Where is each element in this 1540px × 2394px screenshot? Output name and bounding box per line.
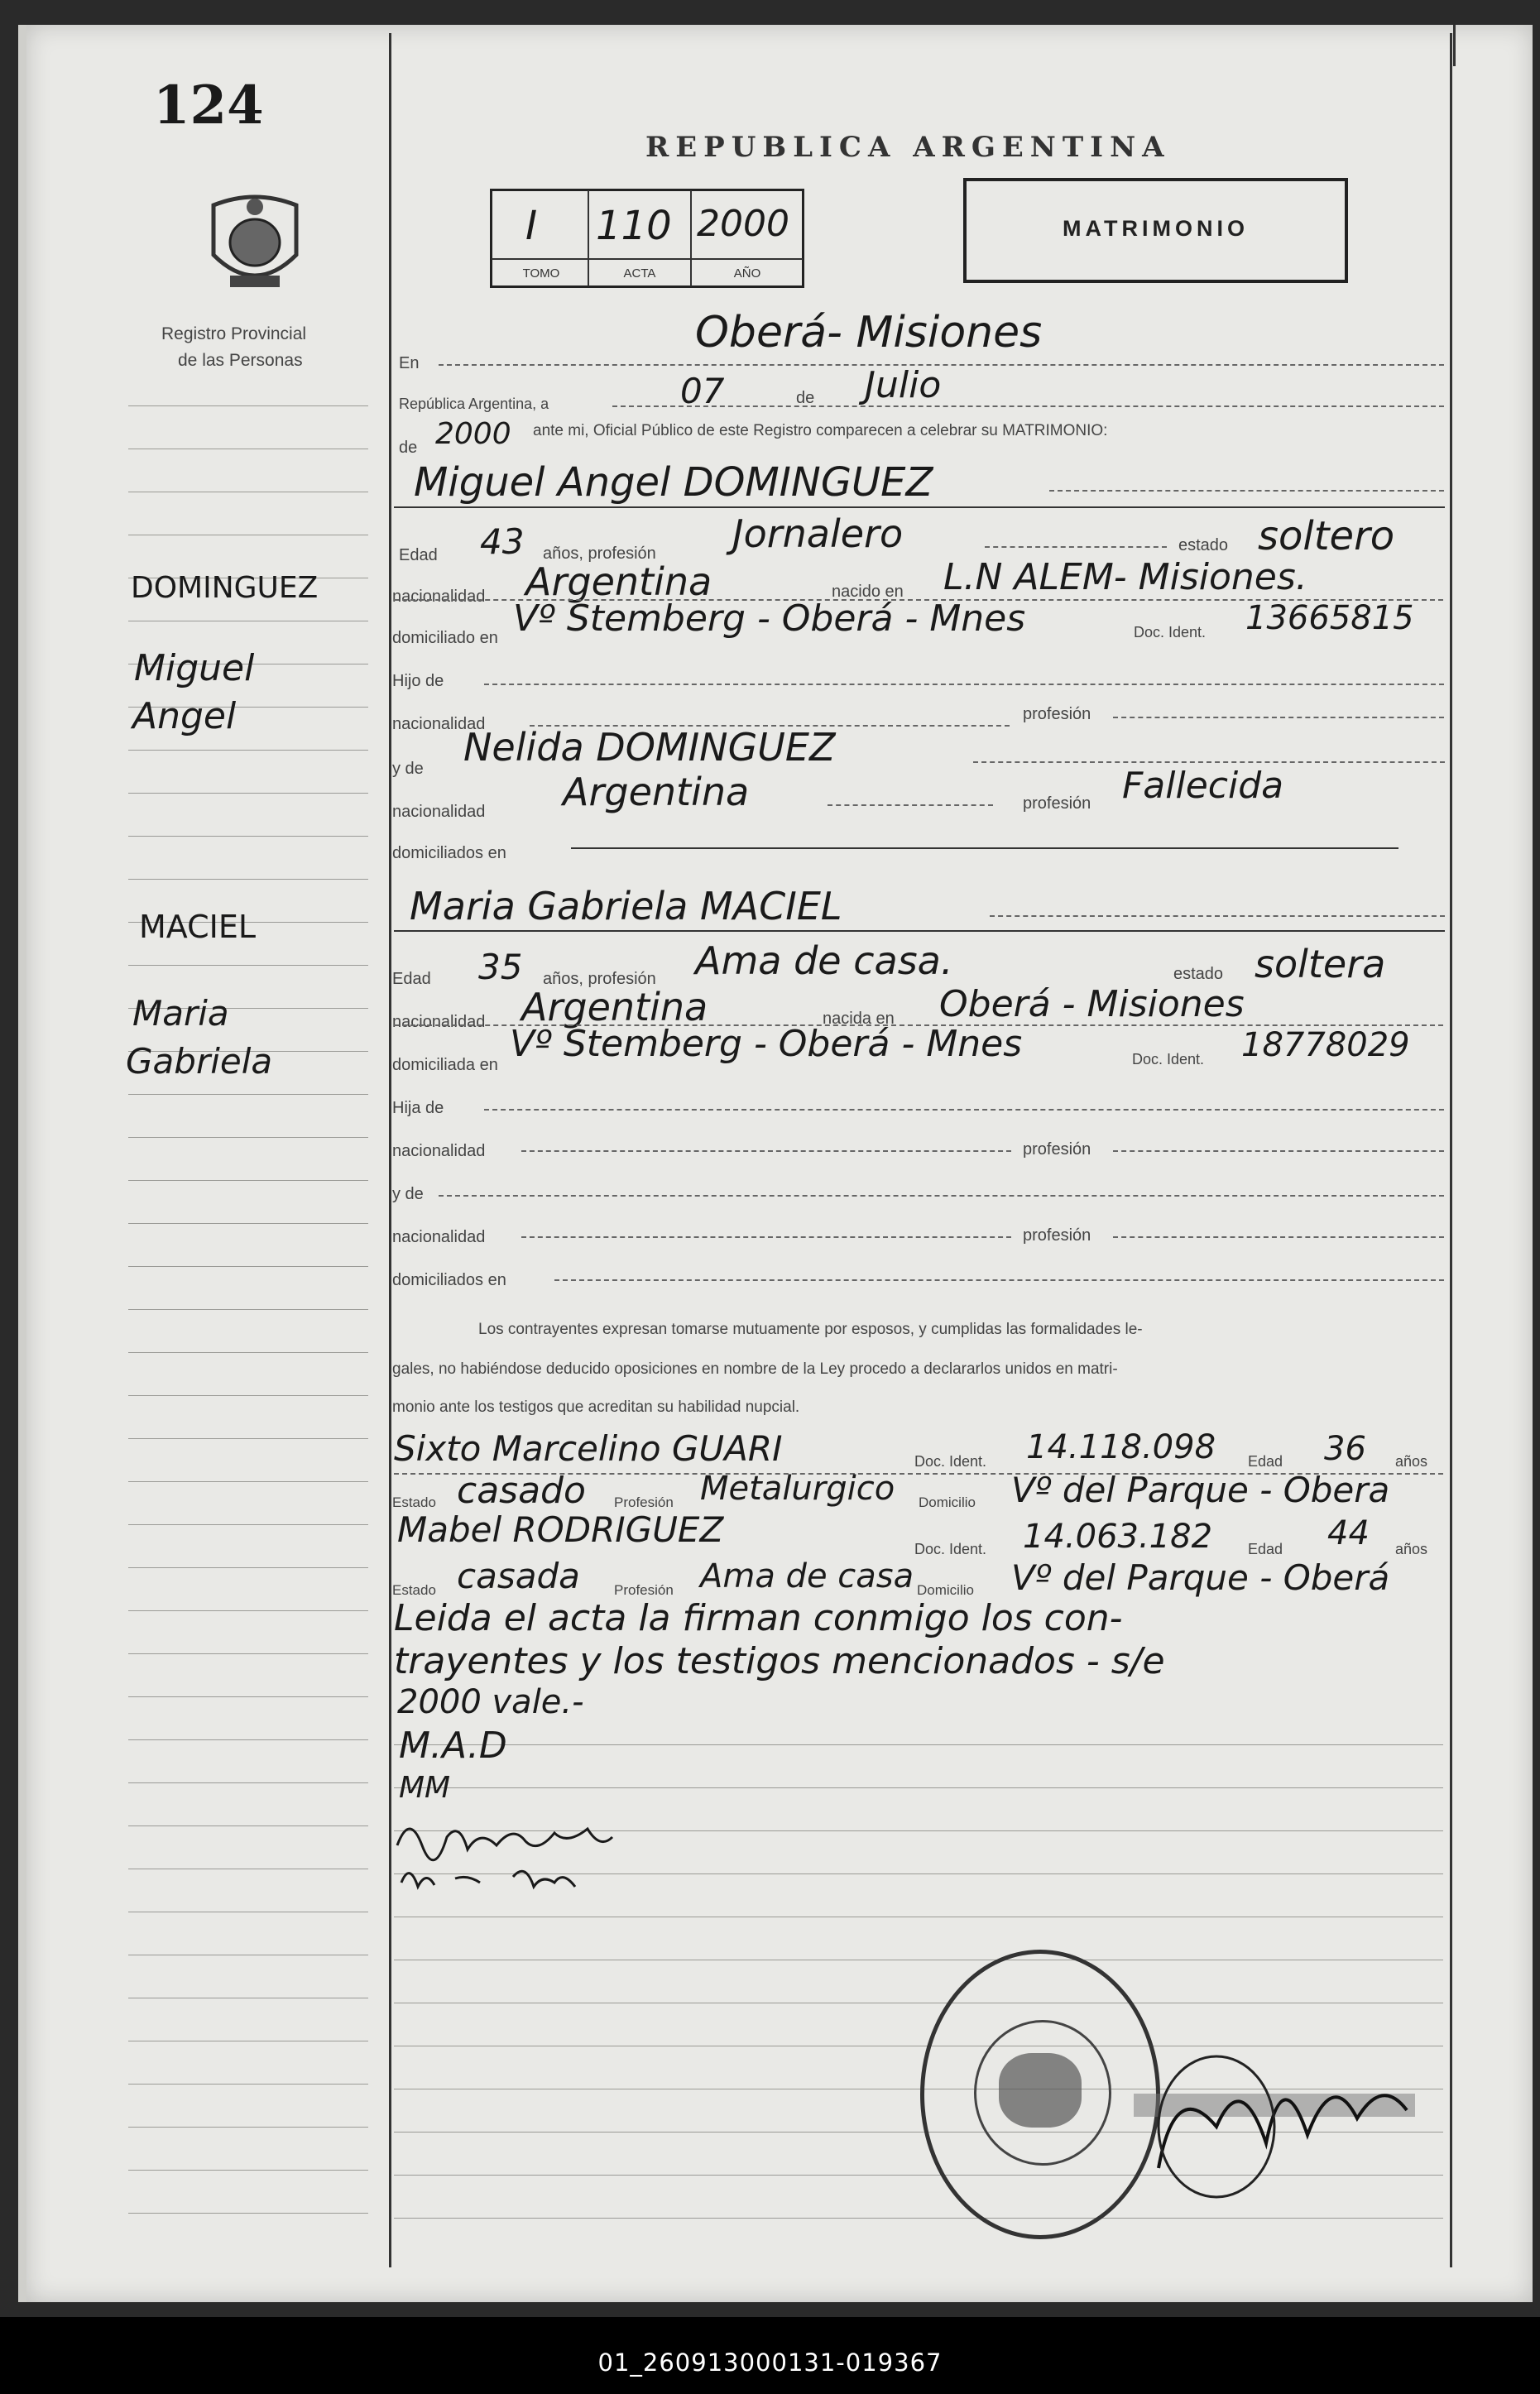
margin-ruled-line <box>128 1481 368 1482</box>
right-border <box>1450 33 1452 2267</box>
margin-ruled-line <box>128 1352 368 1353</box>
witness2-domicile: Vº del Parque - Oberá <box>1011 1557 1390 1598</box>
bride-nacida-label: nacida en <box>823 1010 895 1028</box>
parents-domiciliados-label: domiciliados en <box>392 844 506 862</box>
bride-doc-label: Doc. Ident. <box>1132 1051 1205 1067</box>
groom-edad-label: Edad <box>399 546 438 564</box>
witness1-edad-label: Edad <box>1248 1453 1283 1470</box>
witness1-estado-label: Estado <box>392 1494 436 1510</box>
witness2-profession: Ama de casa <box>700 1557 914 1595</box>
groom-doc: 13665815 <box>1245 599 1414 637</box>
witness2-estado-label: Estado <box>392 1582 436 1598</box>
bride-domiciliada-label: domiciliada en <box>392 1056 498 1074</box>
yde-label: y de <box>392 760 424 778</box>
bride-nacionalidad-label: nacionalidad <box>392 1013 486 1031</box>
bride-edad-label: Edad <box>392 970 431 988</box>
groom-mother-profession: Fallecida <box>1122 765 1284 807</box>
country-heading: REPUBLICA ARGENTINA <box>645 131 1171 164</box>
margin-ruled-line <box>128 1610 368 1611</box>
de2-label: de <box>399 439 418 457</box>
legal-text-line3: monio ante los testigos que acreditan su habilidad nupcial. <box>392 1398 800 1416</box>
body-ruled-line <box>394 2218 1443 2219</box>
signature-mad: M.A.D <box>399 1725 507 1767</box>
witness2-name: Mabel RODRIGUEZ <box>397 1509 724 1550</box>
body-ruled-line <box>394 1744 1443 1745</box>
witness2-anos-label: años <box>1395 1541 1428 1557</box>
act-ano-label: AÑO <box>733 266 761 281</box>
bride-profesion-label: años, profesión <box>543 970 656 988</box>
margin-ruled-line <box>128 1309 368 1310</box>
bride-domiciliados-label: domiciliados en <box>392 1271 506 1289</box>
en-label: En <box>399 354 420 372</box>
groom-nacido-label: nacido en <box>832 583 904 601</box>
act-acta-value: 110 <box>596 203 672 249</box>
margin-ruled-line <box>128 2127 368 2128</box>
page-number: 124 <box>153 74 264 137</box>
witness2-domicilio-label: Domicilio <box>917 1582 974 1598</box>
margin-groom-surname: DOMINGUEZ <box>131 571 319 605</box>
margin-ruled-line <box>128 793 368 794</box>
margin-ruled-line <box>128 1438 368 1439</box>
hija-label: Hija de <box>392 1099 444 1117</box>
groom-profesion-label: años, profesión <box>543 545 656 563</box>
bride-estado-label: estado <box>1173 965 1224 983</box>
groom-mother-name: Nelida DOMINGUEZ <box>463 725 836 770</box>
groom-birthplace: L.N ALEM- Misiones. <box>943 556 1307 598</box>
margin-ruled-line <box>128 879 368 880</box>
margin-ruled-line <box>128 1524 368 1525</box>
coat-of-arms-seal <box>205 189 305 300</box>
groom-full-name: Miguel Angel DOMINGUEZ <box>414 459 933 506</box>
witness-signature-scrawl <box>389 1804 654 1915</box>
witness2-doc-label: Doc. Ident. <box>914 1541 987 1557</box>
groom-domiciliado-label: domiciliado en <box>392 629 498 647</box>
margin-ruled-line <box>128 1825 368 1826</box>
intro-text: ante mi, Oficial Público de este Registro comparecen a celebrar su MATRIMONIO: <box>533 422 1108 439</box>
witness2-edad-label: Edad <box>1248 1541 1283 1557</box>
bride-mother-nacionalidad-label: nacionalidad <box>392 1228 486 1246</box>
margin-ruled-line <box>128 750 368 751</box>
witness1-profession: Metalurgico <box>700 1470 895 1508</box>
closing-line2: trayentes y los testigos mencionados - s/e <box>394 1640 1165 1682</box>
month-value: Julio <box>865 364 942 406</box>
margin-ruled-line <box>128 2170 368 2171</box>
father-profesion-label: profesión <box>1023 705 1091 723</box>
legal-text-line2: gales, no habiéndose deducido oposiciones en nombre de la Ley procedo a declararlos unidos en matri- <box>392 1360 1118 1378</box>
witness2-doc: 14.063.182 <box>1023 1518 1213 1556</box>
act-tomo-value: I <box>525 203 538 249</box>
body-ruled-line <box>394 1787 1443 1788</box>
bride-full-name: Maria Gabriela MACIEL <box>410 884 842 928</box>
witness1-age: 36 <box>1324 1430 1366 1468</box>
bride-father-profesion-label: profesión <box>1023 1140 1091 1159</box>
margin-ruled-line <box>128 1653 368 1654</box>
margin-ruled-line <box>128 1094 368 1095</box>
witness1-domicile: Vº del Parque - Obera <box>1011 1470 1390 1510</box>
margin-ruled-line <box>128 1180 368 1181</box>
de-label: de <box>796 389 815 407</box>
groom-profession: Jornalero <box>732 511 904 556</box>
bride-father-nacionalidad-label: nacionalidad <box>392 1142 486 1160</box>
witness2-profesion-label: Profesión <box>614 1582 674 1598</box>
father-nacionalidad-label: nacionalidad <box>392 715 486 733</box>
margin-ruled-line <box>128 2213 368 2214</box>
witness1-anos-label: años <box>1395 1453 1428 1470</box>
margin-groom-given2: Angel <box>132 695 237 737</box>
bride-nationality: Argentina <box>521 985 708 1029</box>
margin-divider <box>389 33 391 2267</box>
bride-doc: 18778029 <box>1241 1026 1410 1064</box>
margin-ruled-line <box>128 1782 368 1783</box>
margin-ruled-line <box>128 1395 368 1396</box>
bride-mother-profesion-label: profesión <box>1023 1226 1091 1245</box>
witness2-age: 44 <box>1327 1514 1370 1552</box>
margin-ruled-line <box>128 1266 368 1267</box>
act-acta-label: ACTA <box>623 266 656 281</box>
legal-text-line1: Los contrayentes expresan tomarse mutuamente por esposos, y cumplidas las formalidades le- <box>478 1321 1143 1338</box>
margin-groom-given1: Miguel <box>134 647 255 689</box>
groom-domicile: Vº Stemberg - Oberá - Mnes <box>513 597 1026 640</box>
official-registry-stamp <box>920 1950 1160 2239</box>
closing-line1: Leida el acta la firman conmigo los con- <box>394 1597 1123 1639</box>
margin-ruled-line <box>128 1223 368 1224</box>
witness2-status: casada <box>457 1556 580 1596</box>
margin-ruled-line <box>128 965 368 966</box>
margin-bride-given2: Gabriela <box>126 1041 273 1082</box>
record-type-label: MATRIMONIO <box>1063 216 1249 241</box>
officer-signature <box>1125 2044 1440 2213</box>
bride-domicile: Vº Stemberg - Oberá - Mnes <box>510 1023 1023 1065</box>
seal-label-line2: de las Personas <box>178 351 303 370</box>
witness1-doc: 14.118.098 <box>1026 1428 1216 1466</box>
hijo-label: Hijo de <box>392 672 444 690</box>
groom-estado-label: estado <box>1178 536 1229 554</box>
margin-ruled-line <box>128 2084 368 2085</box>
bride-birthplace: Oberá - Misiones <box>939 983 1245 1025</box>
groom-nationality: Argentina <box>525 559 712 604</box>
groom-mother-nationality: Argentina <box>563 770 750 814</box>
margin-ruled-line <box>128 1567 368 1568</box>
groom-doc-label: Doc. Ident. <box>1134 624 1207 640</box>
bride-yde-label: y de <box>392 1185 424 1203</box>
scan-id: 01_260913000131-019367 <box>597 2348 943 2377</box>
bride-profession: Ama de casa. <box>695 938 953 983</box>
margin-ruled-line <box>128 1137 368 1138</box>
act-tomo-label: TOMO <box>522 266 560 281</box>
bride-status: soltera <box>1255 942 1386 986</box>
day-value: 07 <box>680 371 725 411</box>
margin-ruled-line <box>128 405 368 406</box>
witness1-domicilio-label: Domicilio <box>919 1494 976 1510</box>
mother-nacionalidad-label: nacionalidad <box>392 803 486 821</box>
year-value: 2000 <box>435 417 511 451</box>
groom-nacionalidad-label: nacionalidad <box>392 588 486 606</box>
mother-profesion-label: profesión <box>1023 794 1091 813</box>
place-value: Oberá- Misiones <box>695 308 1043 357</box>
witness1-name: Sixto Marcelino GUARI <box>394 1428 783 1469</box>
groom-status: soltero <box>1258 513 1395 559</box>
signature-mm: MM <box>399 1771 451 1805</box>
seal-label-line1: Registro Provincial <box>161 324 307 343</box>
margin-ruled-line <box>128 1739 368 1740</box>
margin-bride-given1: Maria <box>132 993 229 1034</box>
groom-age: 43 <box>480 521 525 562</box>
witness1-doc-label: Doc. Ident. <box>914 1453 987 1470</box>
closing-line3: 2000 vale.- <box>397 1683 584 1721</box>
margin-ruled-line <box>128 836 368 837</box>
bride-age: 35 <box>478 947 523 987</box>
margin-bride-surname: MACIEL <box>139 909 257 945</box>
margin-ruled-line <box>128 1696 368 1697</box>
record-type-box <box>963 178 1348 283</box>
act-ano-value: 2000 <box>697 203 789 245</box>
witness1-profesion-label: Profesión <box>614 1494 674 1510</box>
witness1-status: casado <box>457 1470 586 1512</box>
republica-label: República Argentina, a <box>399 396 549 412</box>
